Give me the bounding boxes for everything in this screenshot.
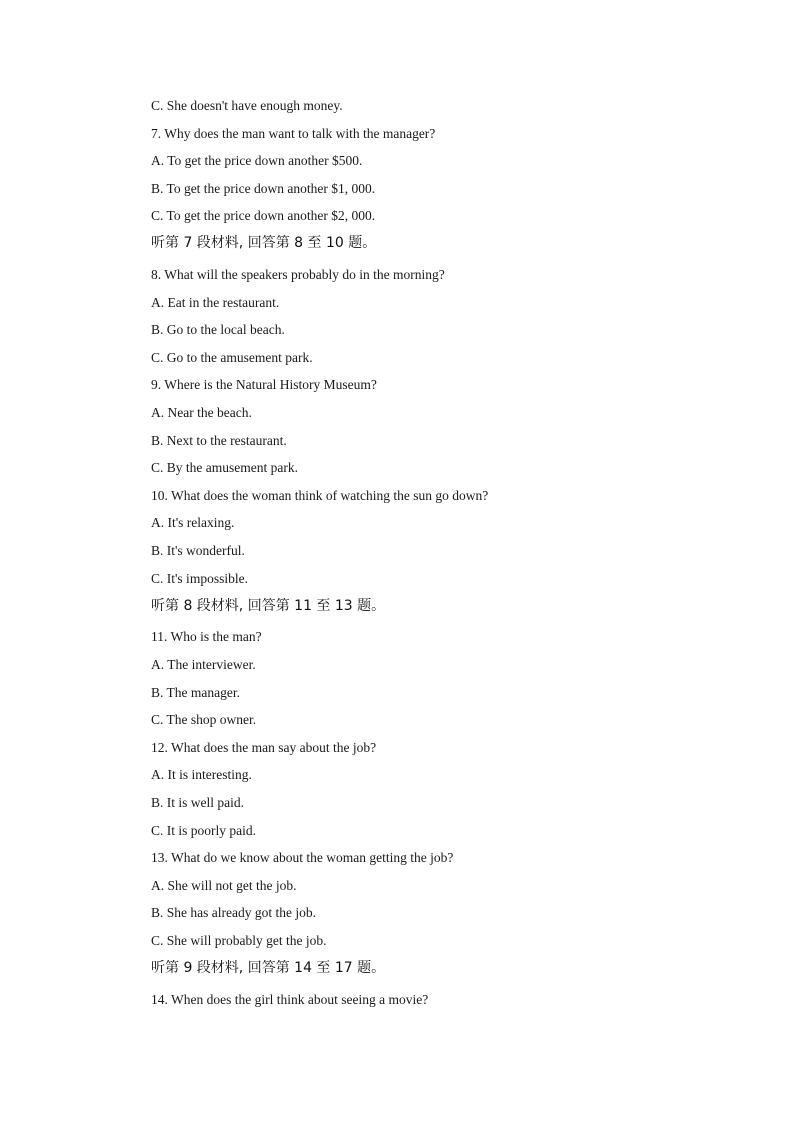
question-line: 8. What will the speakers probably do in the morning?: [151, 267, 445, 282]
option-line: B. She has already got the job.: [151, 905, 316, 920]
option-line: C. She will probably get the job.: [151, 933, 327, 948]
question-line: 14. When does the girl think about seeing a movie?: [151, 992, 429, 1007]
option-line: C. It is poorly paid.: [151, 823, 256, 838]
option-line: B. The manager.: [151, 685, 240, 700]
option-line: A. She will not get the job.: [151, 878, 297, 893]
question-line: 7. Why does the man want to talk with the manager?: [151, 126, 436, 141]
option-line: A. It is interesting.: [151, 767, 252, 782]
option-line: C. Go to the amusement park.: [151, 350, 313, 365]
option-line: C. By the amusement park.: [151, 460, 298, 475]
question-line: 12. What does the man say about the job?: [151, 740, 377, 755]
option-line: B. To get the price down another $1, 000.: [151, 181, 376, 196]
option-line: C. To get the price down another $2, 000.: [151, 208, 376, 223]
option-line: A. Near the beach.: [151, 405, 252, 420]
option-line: C. It's impossible.: [151, 571, 248, 586]
option-line: B. Next to the restaurant.: [151, 433, 287, 448]
question-line: 13. What do we know about the woman getting the job?: [151, 850, 454, 865]
option-line: A. It's relaxing.: [151, 515, 235, 530]
option-line: A. The interviewer.: [151, 657, 256, 672]
option-line: B. It's wonderful.: [151, 543, 245, 558]
option-line: C. The shop owner.: [151, 712, 257, 727]
section-heading: 听第 8 段材料, 回答第 11 至 13 题。: [151, 598, 386, 614]
question-line: 10. What does the woman think of watching the sun go down?: [151, 488, 489, 503]
option-line: A. To get the price down another $500.: [151, 153, 363, 168]
option-line: C. She doesn't have enough money.: [151, 98, 343, 113]
option-line: B. Go to the local beach.: [151, 322, 285, 337]
question-line: 9. Where is the Natural History Museum?: [151, 377, 377, 392]
section-heading: 听第 7 段材料, 回答第 8 至 10 题。: [151, 235, 377, 251]
option-line: B. It is well paid.: [151, 795, 244, 810]
option-line: A. Eat in the restaurant.: [151, 295, 280, 310]
section-heading: 听第 9 段材料, 回答第 14 至 17 题。: [151, 960, 386, 976]
question-line: 11. Who is the man?: [151, 629, 262, 644]
